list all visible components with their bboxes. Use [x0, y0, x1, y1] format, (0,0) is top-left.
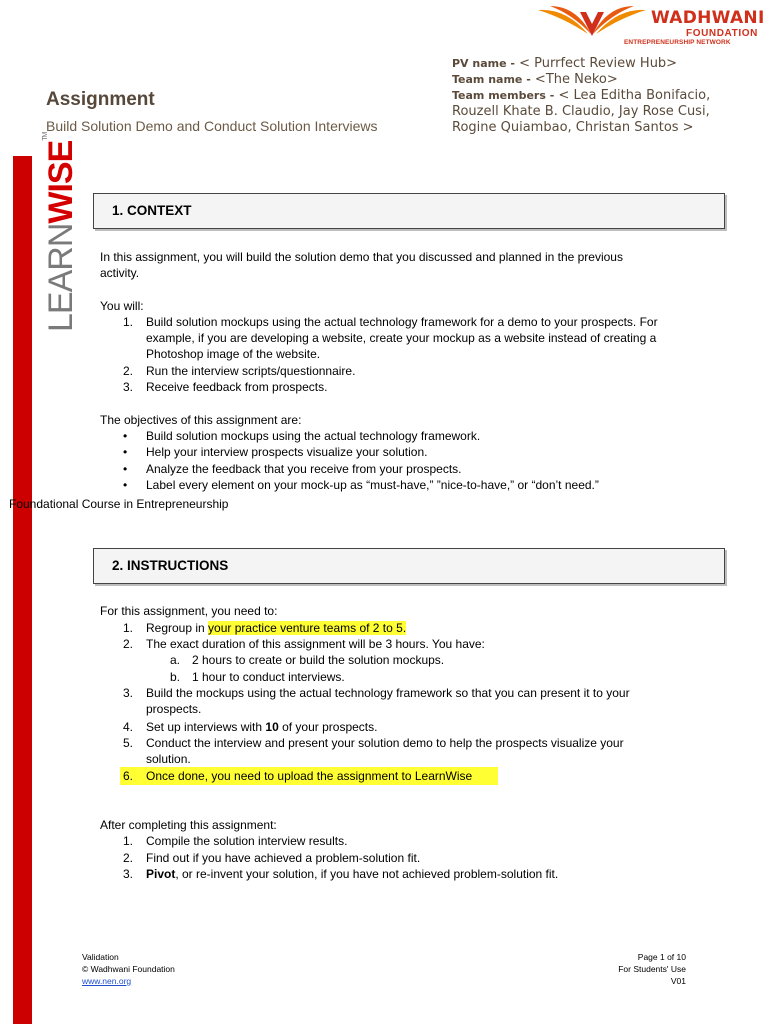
- substep-letter: a.: [170, 653, 181, 667]
- step-3-line-1: Receive feedback from prospects.: [146, 380, 328, 394]
- step-1-line-2: example, if you are developing a website, create your mockup as a website instead of creating a: [146, 331, 657, 345]
- team-members-line-2: Rouzell Khate B. Claudio, Jay Rose Cusi,: [452, 104, 710, 119]
- step-1-highlight: your practice venture teams of 2 to 5.: [208, 621, 407, 635]
- logo-network: ENTREPRENEURSHIP NETWORK: [624, 39, 731, 46]
- objective-item: Build solution mockups using the actual technology framework.: [146, 429, 481, 443]
- footer-validation: Validation: [82, 952, 119, 962]
- step-number: 2.: [123, 851, 134, 865]
- context-heading-box: [93, 193, 725, 229]
- step-number: 5.: [123, 736, 134, 750]
- course-name: Foundational Course in Entrepreneurship: [9, 497, 229, 511]
- team-members-value-1: < Lea Editha Bonifacio,: [554, 88, 711, 103]
- team-members-row: [452, 88, 752, 104]
- sidebar-red-bar: [13, 156, 32, 1024]
- step-number: 3.: [123, 380, 134, 394]
- instruction-step-6: Once done, you need to upload the assignment to LearnWise: [146, 769, 473, 783]
- logo-foundation: FOUNDATION: [686, 28, 758, 39]
- after-step-2: Find out if you have achieved a problem-solution fit.: [146, 851, 421, 865]
- instruction-step-5-line-1: Conduct the interview and present your solution demo to help the prospects visualize your: [146, 736, 624, 750]
- step-number: 4.: [123, 720, 134, 734]
- page-subtitle: Build Solution Demo and Conduct Solution Interviews: [46, 118, 378, 134]
- step-number: 3.: [123, 686, 134, 700]
- after-step-3: [146, 866, 558, 882]
- after-step-3-pivot: Pivot: [146, 867, 176, 881]
- logo-flame-icon: [536, 4, 648, 40]
- bullet-icon: •: [123, 445, 128, 459]
- instruction-step-4: [146, 719, 377, 735]
- step-4-count: 10: [265, 720, 279, 734]
- footer-right: [586, 951, 686, 987]
- substep-letter: b.: [170, 670, 181, 684]
- team-members-line-3: Rogine Quiambao, Christan Santos >: [452, 120, 694, 135]
- step-4-pre: Set up interviews with: [146, 720, 266, 734]
- step-number: 3.: [123, 867, 134, 881]
- team-members-label: Team members -: [452, 89, 555, 102]
- footer-copyright: © Wadhwani Foundation: [82, 964, 175, 974]
- you-will-label: You will:: [100, 299, 144, 313]
- context-heading: 1. CONTEXT: [112, 203, 192, 218]
- objective-item: Help your interview prospects visualize your solution.: [146, 445, 428, 459]
- team-name-row: [452, 72, 752, 88]
- footer-left: [82, 951, 175, 987]
- objective-item: Analyze the feedback that you receive from your prospects.: [146, 462, 462, 476]
- after-step-1: Compile the solution interview results.: [146, 834, 348, 848]
- team-name-value: <The Neko>: [530, 72, 618, 87]
- step-1-line-1: Build solution mockups using the actual technology framework for a demo to your prospects. For: [146, 315, 658, 329]
- after-intro: After completing this assignment:: [100, 818, 277, 832]
- step-number: 1.: [123, 315, 134, 329]
- footer-link[interactable]: www.nen.org: [82, 976, 132, 986]
- step-4-post: of your prospects.: [278, 720, 378, 734]
- step-number: 2.: [123, 637, 134, 651]
- after-step-3-rest: , or re-invent your solution, if you have not achieved problem-solution fit.: [175, 867, 559, 881]
- logo-title: WADHWANI: [651, 8, 765, 28]
- instructions-heading: 2. INSTRUCTIONS: [112, 558, 229, 573]
- objectives-intro: The objectives of this assignment are:: [100, 413, 302, 427]
- pv-name-value: < Purrfect Review Hub>: [514, 56, 678, 71]
- instruction-step-3-line-1: Build the mockups using the actual technology framework so that you can present it to your: [146, 686, 630, 700]
- pv-name-row: [452, 56, 752, 72]
- step-2-line-1: Run the interview scripts/questionnaire.: [146, 364, 356, 378]
- bullet-icon: •: [123, 429, 128, 443]
- step-1-line-3: Photoshop image of the website.: [146, 347, 321, 361]
- step-number: 6.: [123, 769, 134, 783]
- page-title: Assignment: [46, 89, 155, 110]
- learnwise-learn: LEARN: [42, 223, 80, 332]
- learnwise-logo: [42, 133, 81, 332]
- bullet-icon: •: [123, 462, 128, 476]
- step-number: 1.: [123, 621, 134, 635]
- footer-version: V01: [670, 976, 686, 986]
- context-intro-2: activity.: [100, 266, 140, 280]
- learnwise-wise: WISE: [42, 140, 80, 224]
- context-intro-1: In this assignment, you will build the solution demo that you discussed and planned in the previous: [100, 250, 623, 264]
- footer-page: Page 1 of 10: [637, 952, 686, 962]
- learnwise-tm: TM: [42, 132, 49, 141]
- instructions-intro: For this assignment, you need to:: [100, 604, 278, 618]
- instruction-step-2b: 1 hour to conduct interviews.: [192, 670, 345, 684]
- footer-use: For Students' Use: [618, 964, 686, 974]
- instruction-step-2a: 2 hours to create or build the solution mockups.: [192, 653, 445, 667]
- instruction-step-1: [146, 620, 406, 636]
- step-number: 1.: [123, 834, 134, 848]
- instruction-step-5-line-2: solution.: [146, 752, 191, 766]
- pv-name-label: PV name -: [452, 57, 515, 70]
- bullet-icon: •: [123, 478, 128, 492]
- team-info: [452, 56, 752, 136]
- wadhwani-logo: [536, 4, 766, 48]
- instruction-step-2: The exact duration of this assignment will be 3 hours. You have:: [146, 637, 485, 651]
- step-1-text: Regroup in: [146, 621, 209, 635]
- objective-item: Label every element on your mock-up as “must-have,” ”nice-to-have,” or “don’t need.”: [146, 478, 599, 492]
- instruction-step-3-line-2: prospects.: [146, 702, 202, 716]
- instructions-heading-box: [93, 548, 725, 584]
- step-number: 2.: [123, 364, 134, 378]
- team-name-label: Team name -: [452, 73, 531, 86]
